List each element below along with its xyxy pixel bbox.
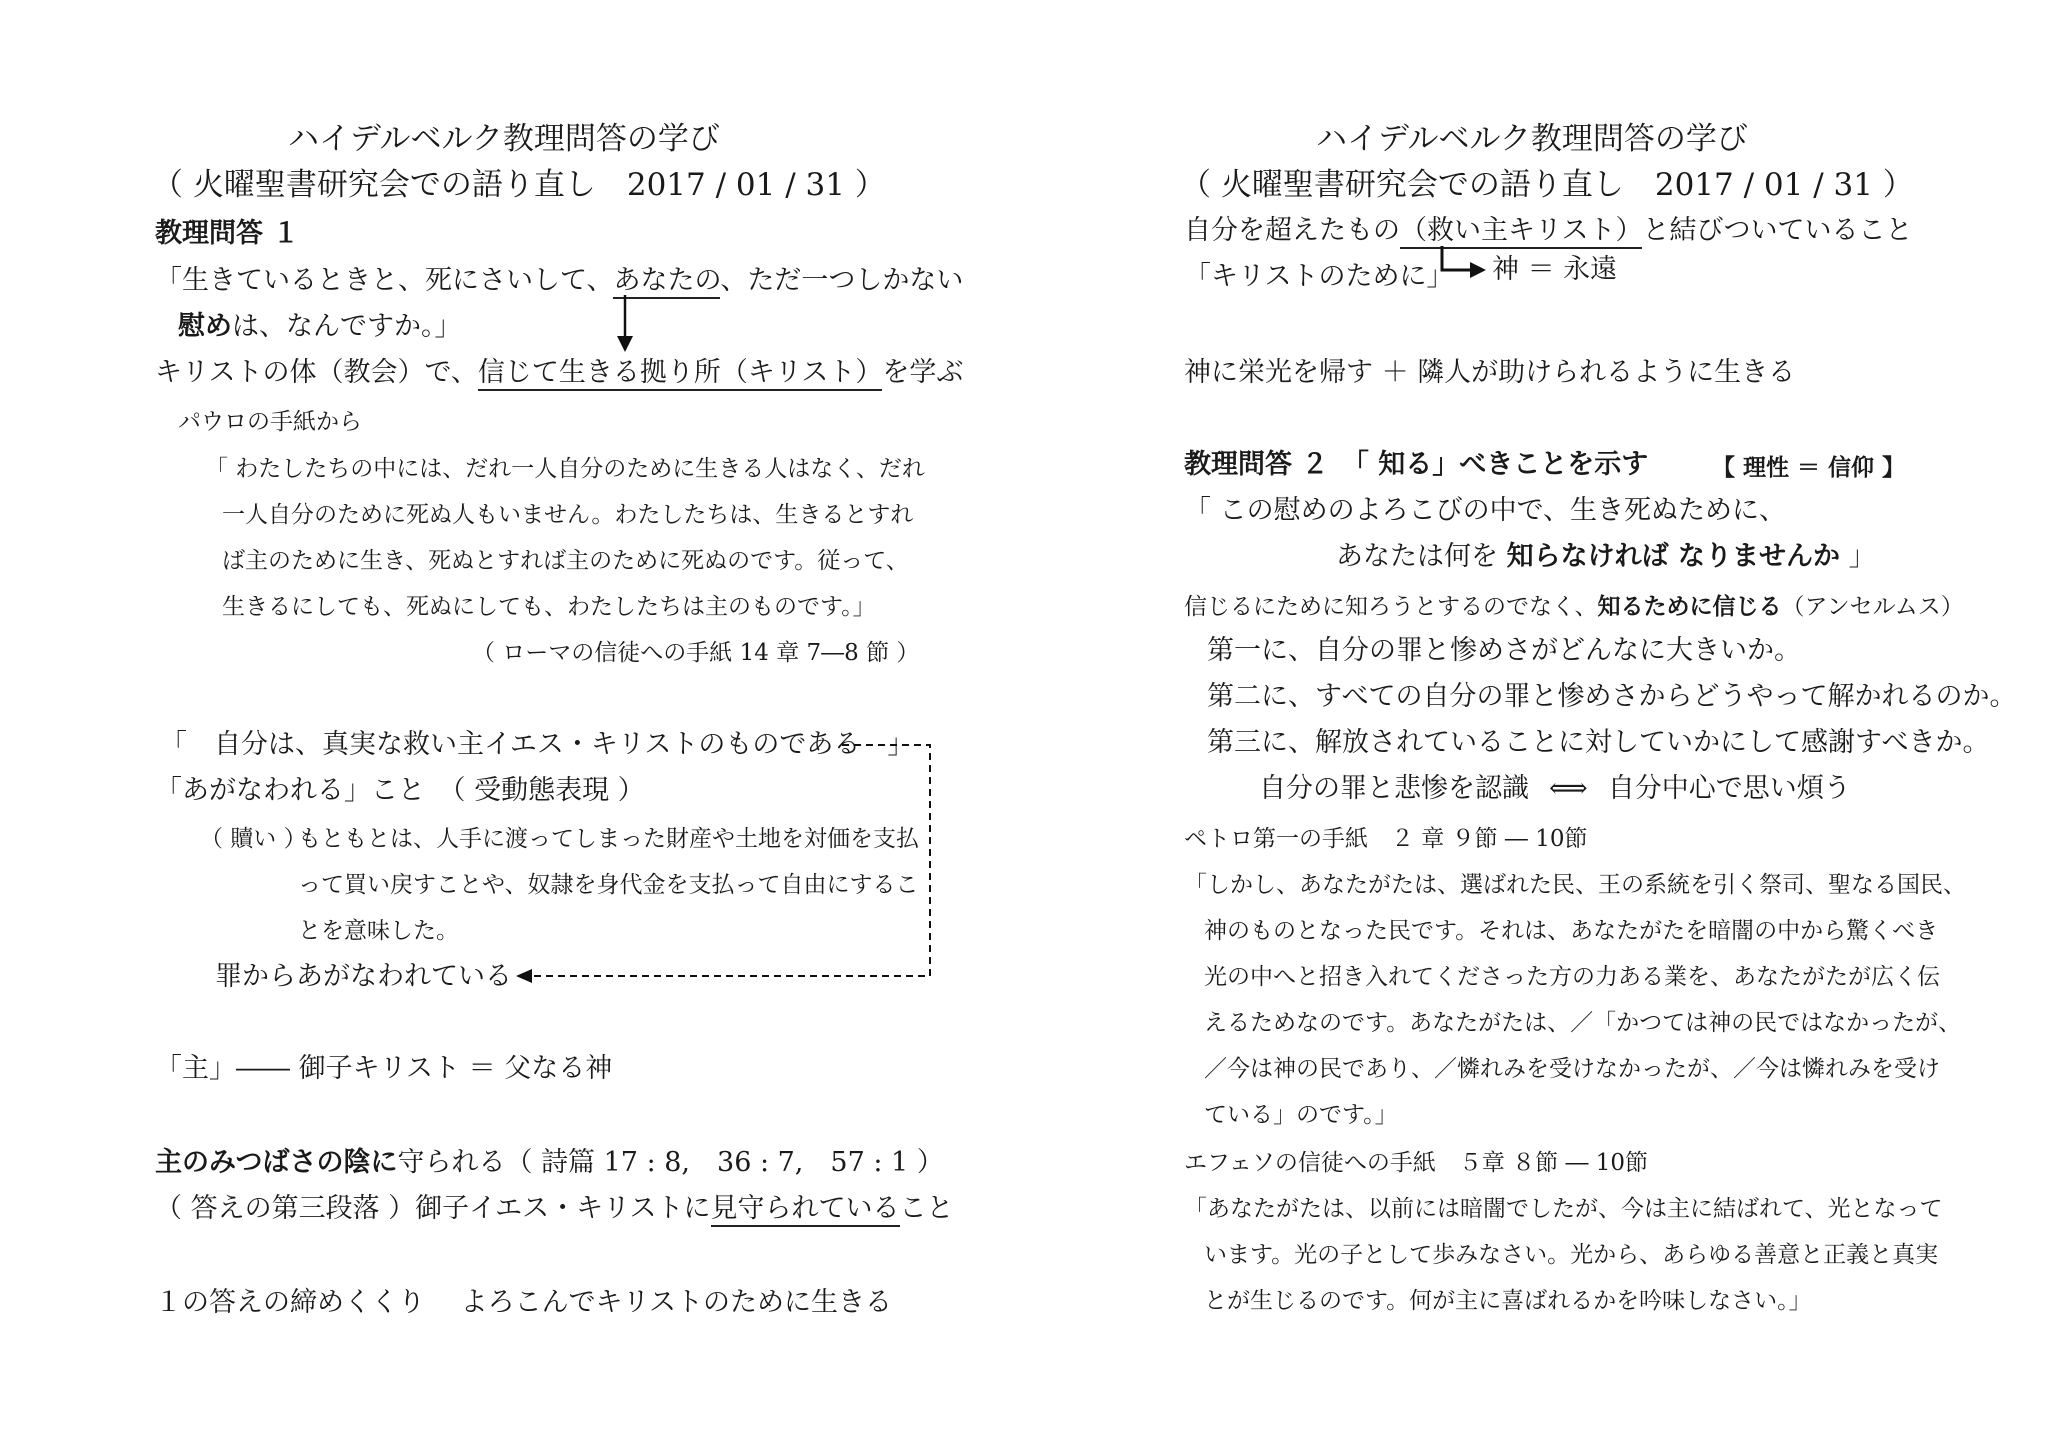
- first-point: 第一に、自分の罪と惨めさがどんなに大きいか。: [1207, 635, 1801, 666]
- redeemed-from-sin: 罪からあがなわれている: [215, 961, 512, 992]
- double-arrow-icon: ⟺: [1549, 773, 1588, 804]
- glory-line: 神に栄光を帰す ＋ 隣人が助けられるように生きる: [1184, 357, 1796, 388]
- ephesians-quote-2: います。光の子として歩みなさい。光から、あらゆる善意と正義と真実: [1204, 1242, 1939, 1268]
- peter-quote-4: えるためなのです。あなたがたは、／「かつては神の民ではなかったが、: [1204, 1010, 1962, 1036]
- page-title: ハイデルベルク教理問答の学び: [288, 121, 720, 157]
- left-arrow-head: [516, 969, 532, 983]
- q1-heading: 教理問答 １: [155, 218, 300, 249]
- belong-line: 「 自分は、真実な救い主イエス・キリストのものである 」: [160, 729, 915, 760]
- paul-quote-3: ば主のために生き、死ぬとすれば主のために死ぬのです。従って、: [222, 548, 909, 574]
- third-point: 第三に、解放されていることに対していかにして感謝すべきか。: [1207, 727, 1990, 758]
- redeemed-line: 「あがなわれる」こと （ 受動態表現 ）: [155, 775, 645, 806]
- atonement-text-2: って買い戻すことや、奴隷を身代金を支払って自由にするこ: [298, 872, 919, 898]
- down-arrow-head: [617, 336, 633, 352]
- elbow-arrow-head: [1470, 262, 1486, 278]
- wings-line: 主のみつばさの陰に守られる（ 詩篇 17 : 8, 36 : 7, 57 : 1 ）: [155, 1147, 944, 1178]
- second-point: 第二に、すべての自分の罪と惨めさからどうやって解かれるのか。: [1207, 681, 2017, 712]
- page-subtitle: （ 火曜聖書研究会での語り直し 2017 / 01 / 31 ）: [1180, 167, 1914, 203]
- atonement-text-1: もともとは、人手に渡ってしまった財産や土地を対価を支払: [298, 826, 919, 852]
- must-know-bold: 知らなければ なりませんか: [1506, 541, 1840, 572]
- q1-question-line1: 「生きているときと、死にさいして、あなたの、ただ一つしかない: [155, 264, 963, 298]
- underlined-savior: （救い主キリスト）: [1400, 215, 1642, 249]
- believe-to-know-bold: 知るために信じる: [1597, 593, 1782, 620]
- underlined-watched: 見守られている: [711, 1193, 900, 1227]
- anselm-line: 信じるにために知ろうとするのでなく、知るために信じる（アンセルムス）: [1184, 593, 1964, 620]
- third-paragraph-line: （ 答えの第三段落 ）御子イエス・キリストに見守られていること: [155, 1192, 954, 1226]
- reason-faith-bracket: 【 理性 ＝ 信仰 】: [1712, 454, 1906, 481]
- recognition-line: 自分の罪と悲惨を認識 ⟺ 自分中心で思い煩う: [1259, 773, 1851, 804]
- ephesians-reference: エフェソの信徒への手紙 ５章 ８節 ― 10節: [1184, 1150, 1649, 1176]
- for-christ-line: 「キリストのために」: [1184, 261, 1454, 292]
- page-title: ハイデルベルク教理問答の学び: [1316, 121, 1748, 157]
- peter-quote-1: 「しかし、あなたがたは、選ばれた民、王の系統を引く祭司、聖なる国民、: [1184, 872, 1966, 898]
- ephesians-quote-1: 「あなたがたは、以前には暗闇でしたが、今は主に結ばれて、光となって: [1184, 1196, 1943, 1222]
- god-eternal: 神 ＝ 永遠: [1492, 254, 1618, 285]
- conclusion-line: １の答えの締めくくり よろこんでキリストのために生きる: [155, 1287, 893, 1318]
- comfort-bold: 慰め: [178, 311, 232, 342]
- beyond-self-line: 自分を超えたもの（救い主キリスト）と結びついていること: [1184, 214, 1912, 248]
- page-subtitle: （ 火曜聖書研究会での語り直し 2017 / 01 / 31 ）: [152, 167, 886, 203]
- underlined-foundation: 信じて生きる拠り所（キリスト）: [478, 357, 882, 391]
- q2-question-line1: 「 この慰めのよろこびの中で、生き死ぬために、: [1184, 495, 1787, 526]
- peter-quote-6: ている」のです。」: [1204, 1102, 1398, 1128]
- q2-question-line2: あなたは何を 知らなければ なりませんか 」: [1336, 541, 1876, 572]
- peter-quote-3: 光の中へと招き入れてくださった方の力ある業を、あなたがたが広く伝: [1204, 964, 1940, 990]
- atonement-label: （ 贖い ）: [200, 826, 307, 852]
- wings-bold: 主のみつばさの陰に: [155, 1147, 398, 1178]
- peter-quote-5: ／今は神の民であり、／憐れみを受けなかったが、／今は憐れみを受け: [1204, 1056, 1940, 1082]
- ephesians-quote-3: とが生じるのです。何が主に喜ばれるかを吟味しなさい。」: [1204, 1288, 1812, 1314]
- paul-label: パウロの手紙から: [178, 409, 362, 435]
- atonement-text-3: とを意味した。: [298, 918, 459, 944]
- q1-question-line2: 慰めは、なんですか。」: [178, 311, 462, 342]
- peter-quote-2: 神のものとなった民です。それは、あなたがたを暗闇の中から驚くべき: [1204, 918, 1939, 944]
- lord-line: 「主」―― 御子キリスト ＝ 父なる神: [155, 1053, 613, 1084]
- right-page: [1024, 0, 2048, 1449]
- peter-reference: ペトロ第一の手紙 ２ 章 ９節 ― 10節: [1184, 826, 1588, 852]
- q2-heading: 教理問答 ２ 「 知る」べきことを示す: [1184, 449, 1649, 480]
- paul-quote-1: 「 わたしたちの中には、だれ一人自分のために生きる人はなく、だれ: [205, 456, 925, 482]
- paul-quote-4: 生きるにしても、死ぬにしても、わたしたちは主のものです。」: [222, 594, 876, 620]
- underlined-your: あなたの: [613, 265, 720, 299]
- body-of-christ-line: キリストの体（教会）で、信じて生きる拠り所（キリスト）を学ぶ: [155, 356, 963, 390]
- paul-quote-2: 一人自分のために死ぬ人もいません。わたしたちは、生きるとすれ: [222, 502, 914, 528]
- paul-reference: （ ローマの信徒への手紙 14 章 7―8 節 ）: [472, 640, 920, 666]
